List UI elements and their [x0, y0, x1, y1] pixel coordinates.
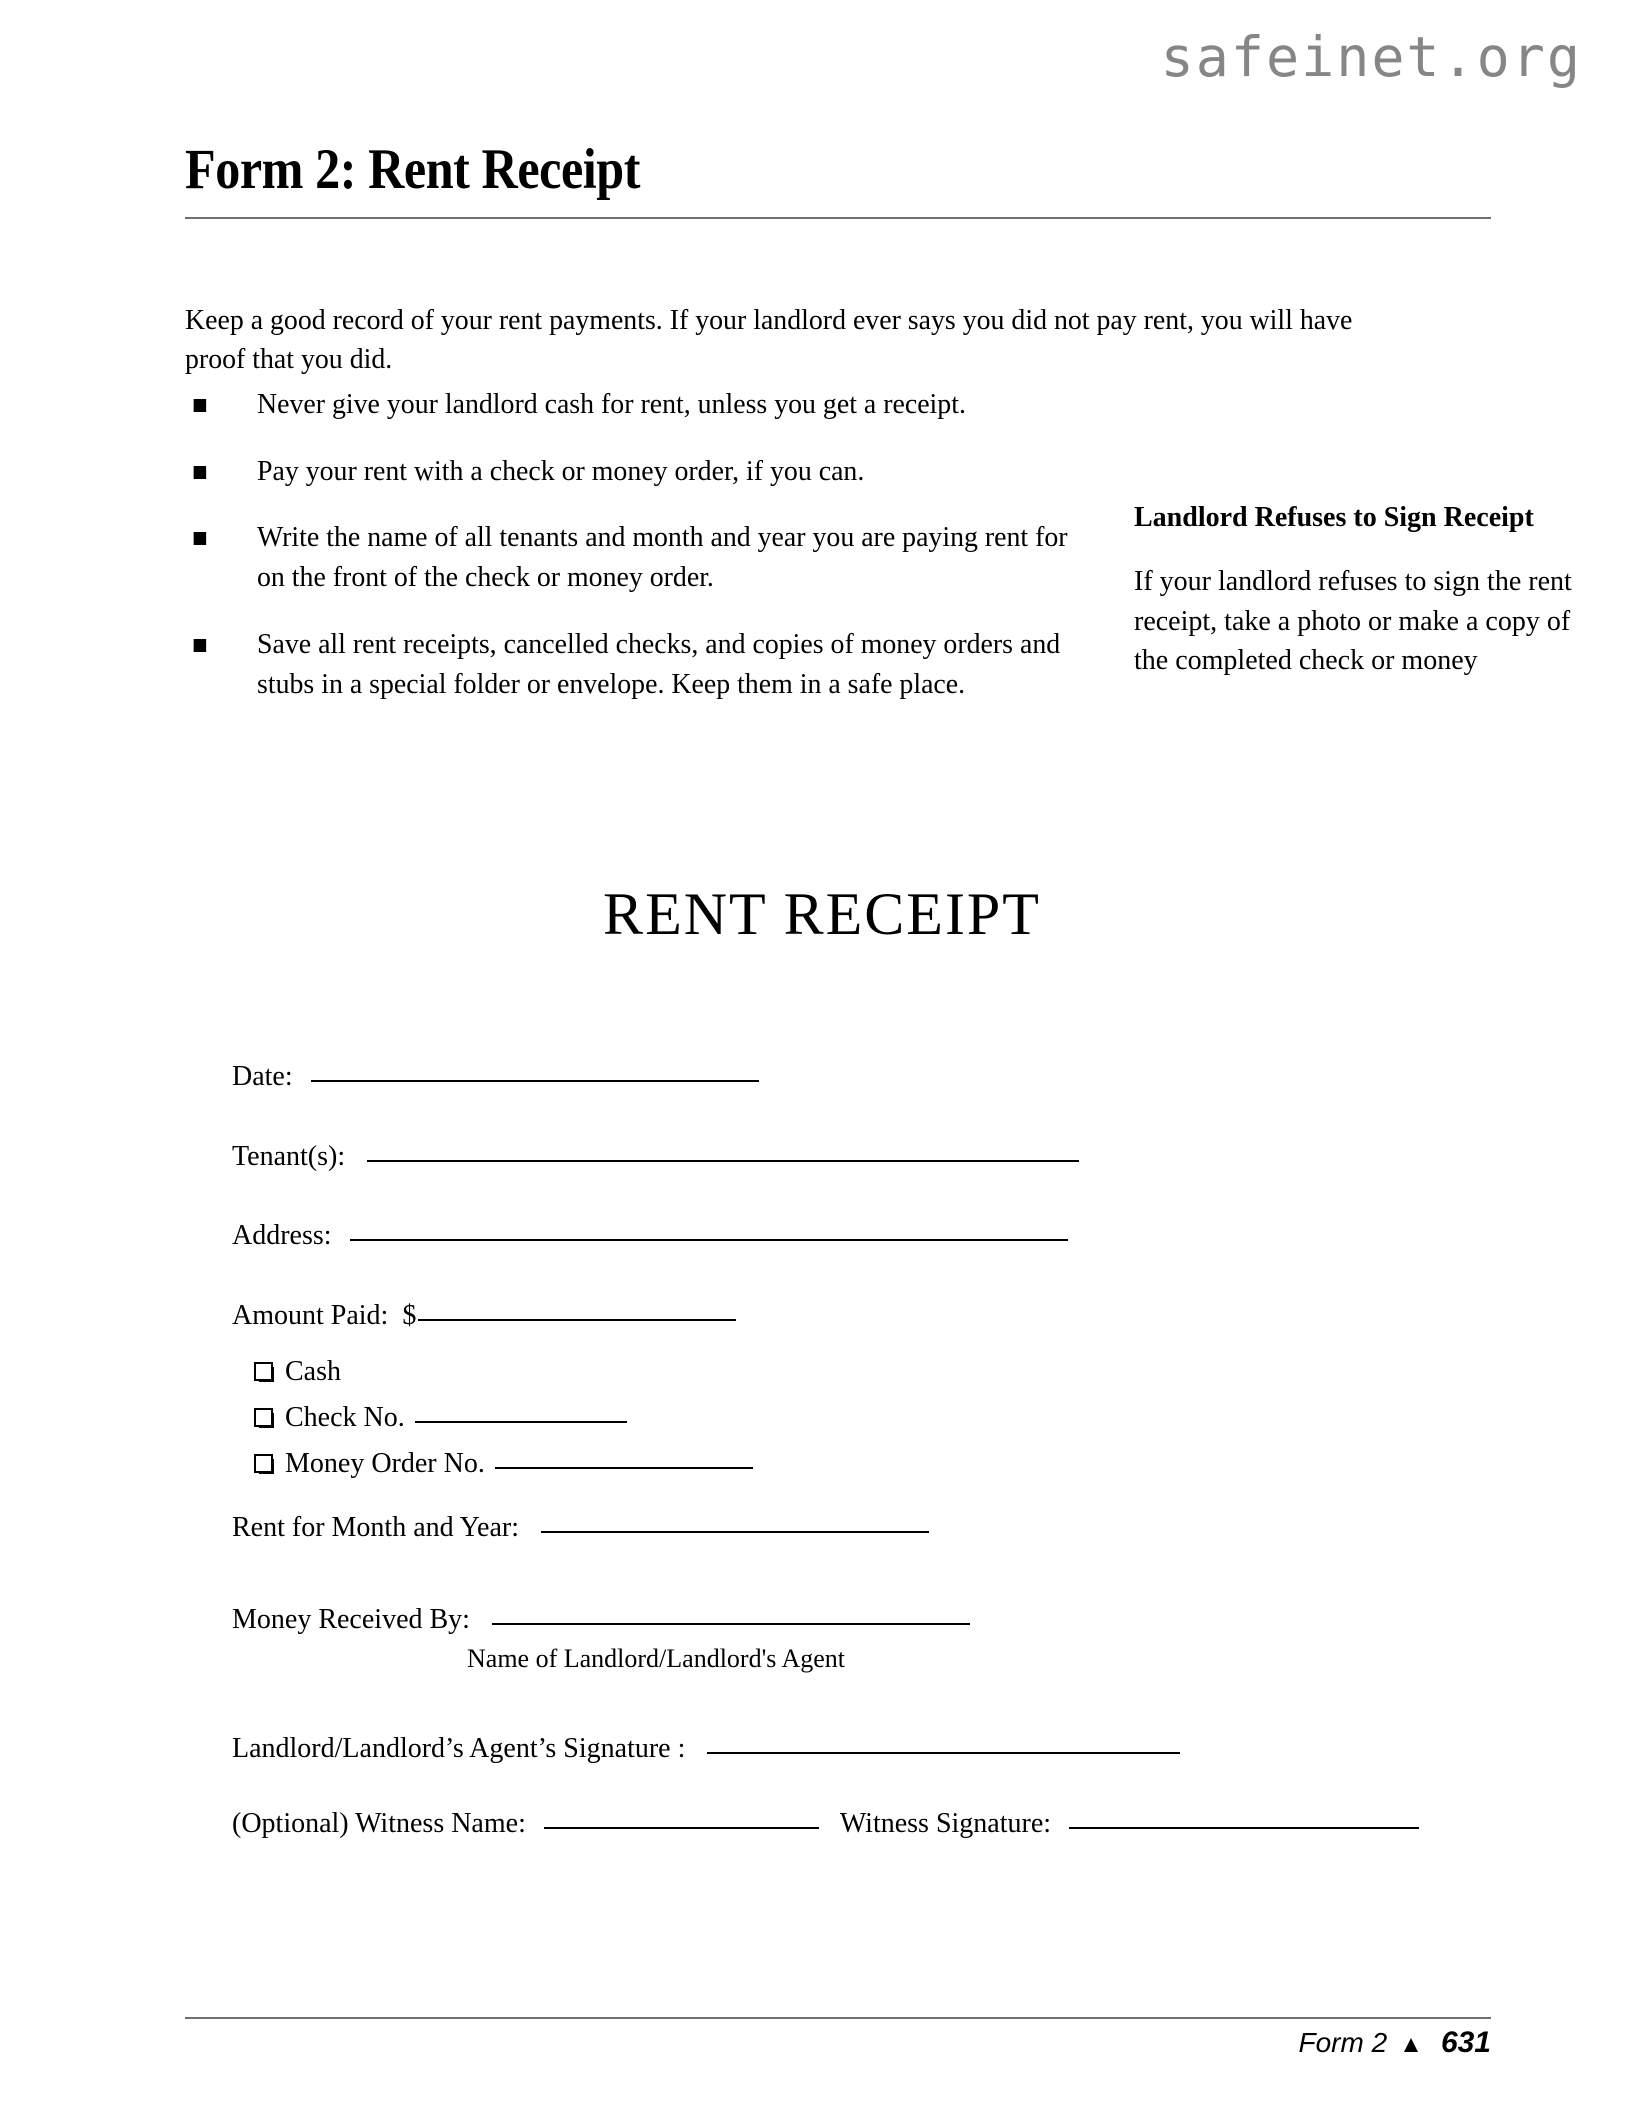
payment-option-label: Cash — [285, 1356, 341, 1388]
footer-page-number: 631 — [1440, 2026, 1491, 2059]
tips-list — [185, 385, 1125, 731]
receipt-heading: RENT RECEIPT — [603, 881, 1041, 947]
sidebar-callout — [1134, 500, 1574, 681]
amount-paid-label: Amount Paid: — [232, 1299, 389, 1331]
list-item-text: Pay your rent with a check or money order, if you can. — [257, 454, 865, 487]
title-divider — [185, 217, 1491, 219]
address-label: Address: — [232, 1220, 332, 1252]
list-item-text: Write the name of all tenants and month and year you are paying rent for on the front of the check or money order. — [257, 521, 1068, 594]
field-row-amount-paid — [232, 1299, 1522, 1333]
site-watermark: safeinet.org — [1160, 25, 1582, 89]
sidebar-body: If your landlord refuses to sign the rent receipt, take a photo or make a copy of the completed check or money — [1134, 565, 1572, 677]
date-label: Date: — [232, 1061, 293, 1092]
rent-month-year-label: Rent for Month and Year: — [232, 1512, 519, 1544]
address-input[interactable] — [350, 1239, 1068, 1241]
money-received-by-label: Money Received By: — [232, 1603, 470, 1635]
payment-option-label: Money Order No. — [285, 1448, 485, 1480]
payment-option-money-order[interactable] — [254, 1446, 1522, 1481]
currency-symbol: $ — [402, 1299, 417, 1331]
field-row-date — [232, 1060, 1522, 1094]
title-block — [185, 140, 1315, 227]
witness-name-label: (Optional) Witness Name: — [232, 1808, 526, 1840]
payment-option-label: Check No. — [285, 1402, 405, 1434]
triangle-icon: ▲ — [1399, 2031, 1423, 2058]
amount-paid-input[interactable] — [418, 1319, 736, 1321]
list-item-text: Never give your landlord cash for rent, unless you get a receipt. — [257, 388, 966, 420]
page-footer — [1298, 2026, 1491, 2060]
tenants-input[interactable] — [367, 1160, 1079, 1162]
payment-method-options — [254, 1354, 1522, 1481]
list-item — [185, 452, 1087, 492]
payment-option-check[interactable] — [254, 1400, 1522, 1435]
date-input[interactable] — [311, 1080, 759, 1082]
list-item-text: Save all rent receipts, cancelled checks, and copies of money orders and stubs in a special folder or envelope. Keep them in a safe place. — [257, 627, 1061, 700]
check-number-input[interactable] — [415, 1421, 627, 1423]
checkbox-icon[interactable] — [254, 1408, 273, 1427]
money-received-by-caption: Name of Landlord/Landlord's Agent — [467, 1643, 845, 1673]
bullet-square-icon — [194, 399, 206, 412]
witness-signature-input[interactable] — [1069, 1827, 1419, 1829]
field-row-money-received-by — [232, 1603, 1522, 1637]
landlord-signature-input[interactable] — [707, 1752, 1180, 1754]
checkbox-icon[interactable] — [254, 1454, 273, 1473]
list-item — [185, 625, 1087, 704]
checkbox-icon[interactable] — [254, 1362, 273, 1381]
list-item — [185, 385, 1087, 425]
money-order-number-input[interactable] — [495, 1467, 753, 1469]
field-row-witness — [232, 1807, 1522, 1841]
field-row-rent-month-year — [232, 1511, 1522, 1545]
witness-signature-label: Witness Signature: — [839, 1808, 1052, 1840]
field-row-tenants — [232, 1140, 1522, 1174]
landlord-signature-label: Landlord/Landlord’s Agent’s Signature : — [232, 1732, 686, 1764]
payment-option-cash[interactable] — [254, 1354, 1522, 1389]
rent-month-year-input[interactable] — [541, 1531, 929, 1533]
bullet-square-icon — [194, 466, 206, 479]
money-received-by-input[interactable] — [492, 1623, 970, 1625]
sidebar-title: Landlord Refuses to Sign Receipt — [1134, 502, 1534, 533]
footer-form-label: Form 2 — [1298, 2027, 1388, 2058]
list-item — [185, 518, 1087, 597]
field-row-landlord-signature — [232, 1732, 1522, 1766]
witness-name-input[interactable] — [544, 1827, 819, 1829]
page-title: Form 2: Rent Receipt — [185, 138, 641, 201]
field-row-address — [232, 1219, 1522, 1253]
intro-paragraph: Keep a good record of your rent payments. If your landlord ever says you did not pay rent, you will have proof that you did. — [185, 304, 1353, 375]
bullet-square-icon — [194, 532, 206, 545]
bullet-square-icon — [194, 639, 206, 652]
tenants-label: Tenant(s): — [232, 1140, 346, 1172]
footer-divider — [185, 2017, 1491, 2019]
rent-receipt-form — [232, 1060, 1522, 1875]
